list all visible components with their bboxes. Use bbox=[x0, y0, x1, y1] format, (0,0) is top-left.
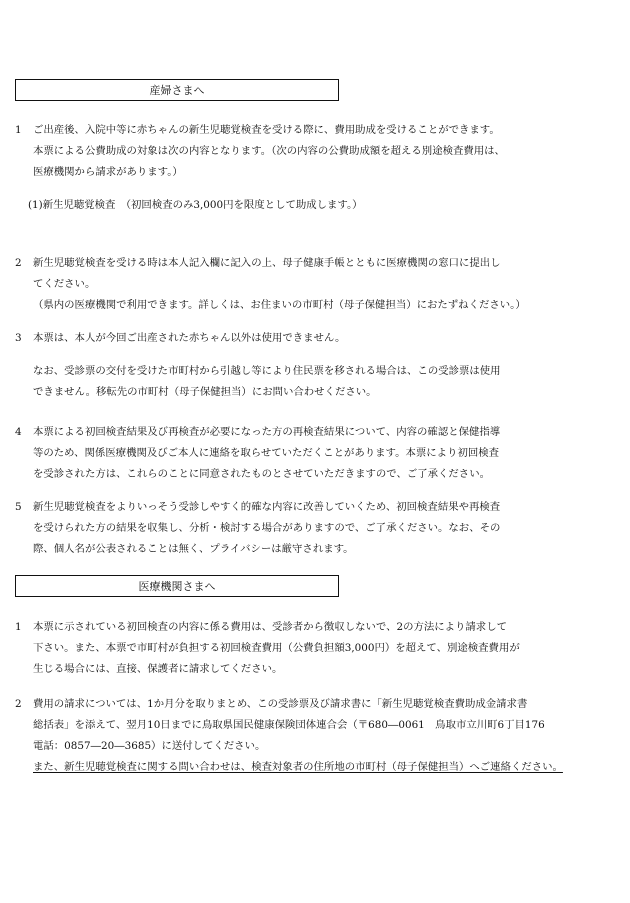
item-text: 本票は、本人が今回ご出産された赤ちゃん以外は使用できません。 bbox=[33, 332, 346, 344]
item-text: を受けられた方の結果を収集し、分析・検討する場合がありますので、ご了承ください。なお、その bbox=[33, 522, 501, 534]
item-number: 1 bbox=[15, 621, 22, 633]
item-text: なお、受診票の交付を受けた市町村から引越し等により住民票を移される場合は、この受診票は使用 bbox=[33, 365, 501, 377]
item-text: を受診された方は、これらのことに同意されたものとさせていただきますので、ご了承ください。 bbox=[33, 468, 490, 480]
item-number: 5 bbox=[15, 501, 22, 513]
item-text: 際、個人名が公表されることは無く、プライバシーは厳守されます。 bbox=[33, 543, 354, 555]
item-number: 2 bbox=[15, 257, 22, 269]
item-number: 4 bbox=[15, 426, 22, 438]
item-text: 医療機関から請求があります。） bbox=[33, 166, 183, 178]
item-text: 総括表」を添えて、翌月10日までに鳥取県国民健康保険団体連合会（〒680―0061 鳥取市立川町6丁目176 bbox=[33, 719, 545, 731]
item-text: 費用の請求については、1か月分を取りまとめ、この受診票及び請求書に「新生児聴覚検査費助成金請求書 bbox=[33, 698, 528, 710]
item-text: 本票による公費助成の対象は次の内容となります。（次の内容の公費助成額を超える別途検査費用は、 bbox=[33, 145, 505, 157]
item-text: （県内の医療機関で利用できます。詳しくは、お住まいの市町村（母子保健担当）におたずねください。） bbox=[33, 299, 526, 311]
item-text: 本票に示されている初回検査の内容に係る費用は、受診者から徴収しないで、2の方法により請求して bbox=[33, 621, 507, 633]
section-header-institutions bbox=[15, 575, 339, 597]
item-text: ご出産後、入院中等に赤ちゃんの新生児聴覚検査を受ける際に、費用助成を受けることができます。 bbox=[33, 124, 500, 136]
item-number: 2 bbox=[15, 698, 22, 710]
item-text: できません。移転先の市町村（母子保健担当）にお問い合わせください。 bbox=[33, 386, 377, 398]
item-text: てください。 bbox=[33, 278, 96, 290]
item-text: 生じる場合には、直接、保護者に請求してください。 bbox=[33, 663, 283, 675]
item-text: 新生児聴覚検査をよりいっそう受診しやすく的確な内容に改善していくため、初回検査結果や再検査 bbox=[33, 501, 501, 513]
section-title: 産婦さまへ bbox=[149, 84, 205, 97]
item-number: 1 bbox=[15, 124, 22, 136]
section-header-mothers bbox=[15, 79, 339, 101]
item-text: 新生児聴覚検査を受ける時は本人記入欄に記入の上、母子健康手帳とともに医療機関の窓口に提出し bbox=[33, 257, 501, 269]
section-title: 医療機関さまへ bbox=[138, 580, 216, 593]
sub-item: (1)新生児聴覚検査 （初回検査のみ3,000円を限度として助成します。） bbox=[28, 199, 363, 211]
item-text: 本票による初回検査結果及び再検査が必要になった方の再検査結果について、内容の確認と保健指導 bbox=[33, 426, 501, 438]
item-text: 等のため、関係医療機関及びご本人に連絡を取らせていただくことがあります。本票により初回検査 bbox=[33, 447, 500, 459]
inquiry-note: また、新生児聴覚検査に関する問い合わせは、検査対象者の住所地の市町村（母子保健担当）へご連絡ください。 bbox=[33, 761, 563, 773]
item-text: 下さい。また、本票で市町村が負担する初回検査費用（公費負担額3,000円）を超えて、別途検査費用が bbox=[33, 642, 520, 654]
item-number: 3 bbox=[15, 332, 22, 344]
item-text: 電話：0857―20―3685）に送付してください。 bbox=[33, 740, 266, 752]
